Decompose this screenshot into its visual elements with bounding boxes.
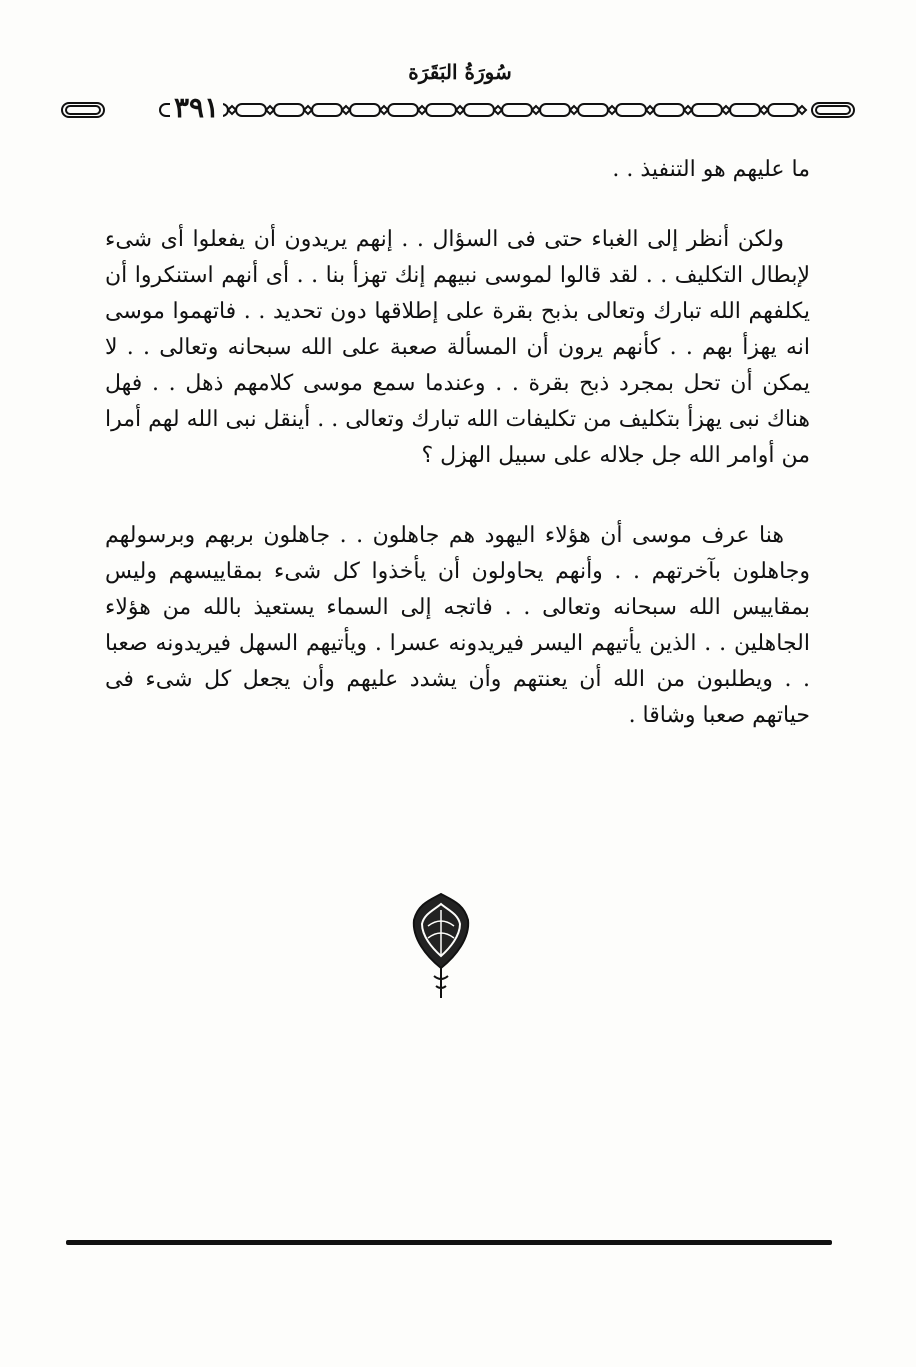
page-header — [60, 60, 860, 130]
paragraph-2 — [105, 518, 810, 734]
footer-rule — [66, 1240, 832, 1245]
page-number: ٣٩١ — [170, 93, 223, 123]
surah-title: سُورَةُ البَقَرَة — [408, 60, 512, 84]
paragraph-1 — [105, 222, 810, 474]
paragraph-2-text: هنا عرف موسى أن هؤلاء اليهود هم جاهلون . . جاهلون بربهم وبرسولهم وجاهلون بآخرتهم . . وأنهم يحاولون أن يأخذوا كل شىء بمقاييسهم وليس بمقاييس الله سبحانه وتعالى . . فاتجه إلى السماء يستعيذ بالله من هؤلاء الجاهلين . . الذين يأتيهم اليسر فيريدونه عسرا . ويأتيهم السهل فيريدونه صعبا . . ويطلبون من الله أن يعنتهم وأن يشدد عليهم وأن يجعل كل شىء فى حياتهم صعبا وشاقا . — [105, 523, 810, 728]
paragraph-1-text: ولكن أنظر إلى الغباء حتى فى السؤال . . إنهم يريدون أن يفعلوا أى شىء لإبطال التكليف . . لقد قالوا لموسى نبيهم إنك تهزأ بنا . . أى أنهم استنكروا أن يكلفهم الله تبارك وتعالى بذبح بقرة على إطلاقها دون تحديد . . فاتهموا موسى انه يهزأ بهم . . كأنهم يرون أن المسألة صعبة على الله سبحانه وتعالى . . لا يمكن أن تحل بمجرد ذبح بقرة . . وعندما سمع موسى كلامهم ذهل . . فهل هناك نبى يهزأ بتكليف من تكليفات الله تبارك وتعالى . . أينقل نبى الله لهم أمرا من أوامر الله جل جلاله على سبيل الهزل ؟ — [105, 227, 810, 468]
floral-ornament-icon — [410, 890, 472, 1002]
intro-line — [105, 152, 810, 188]
intro-text: ما عليهم هو التنفيذ . . — [612, 157, 810, 182]
